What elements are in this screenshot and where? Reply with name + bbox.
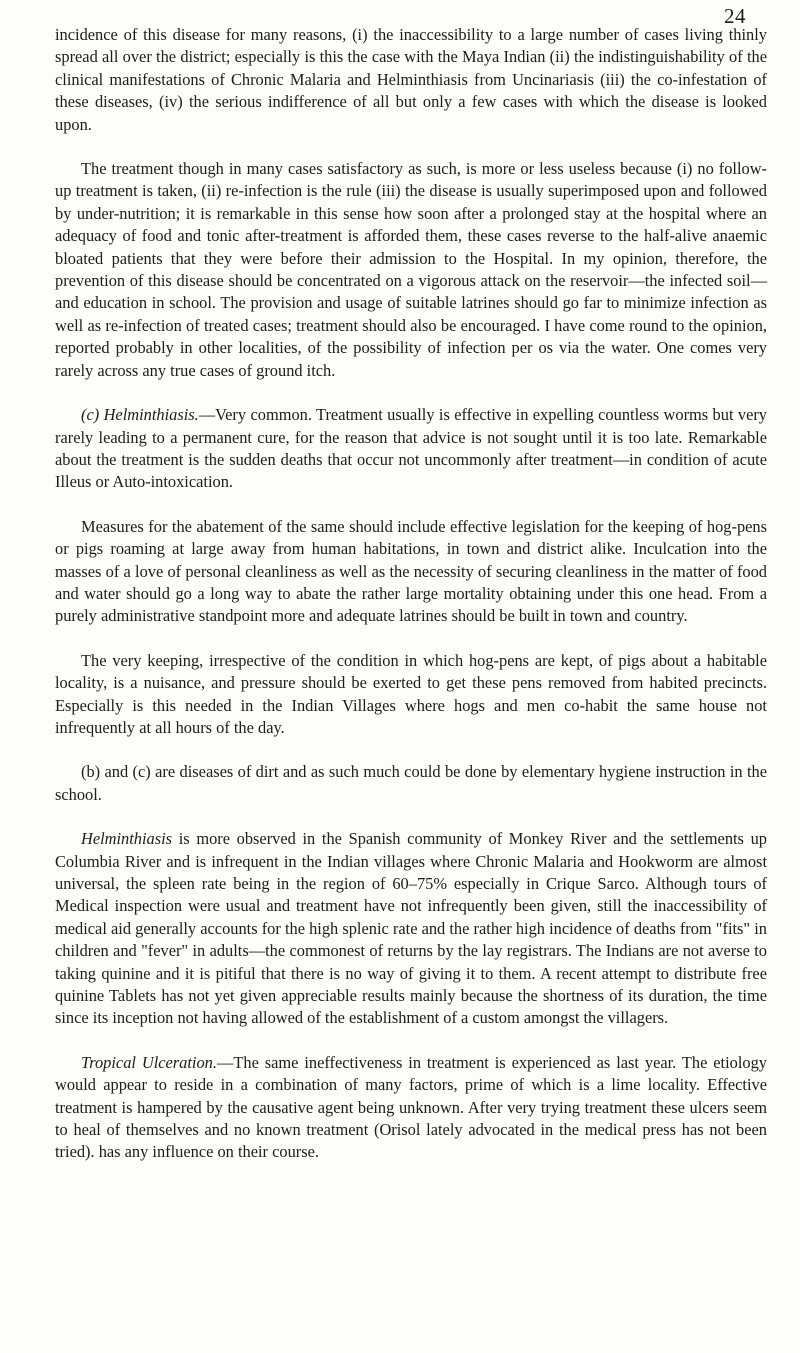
paragraph-hookworm-reasons — [55, 24, 767, 136]
section-heading: Tropical Ulceration. — [81, 1052, 217, 1072]
paragraph-diseases-of-dirt — [55, 761, 767, 806]
paragraph-tropical-ulceration — [55, 1052, 767, 1164]
paragraph-hookworm-treatment — [55, 158, 767, 382]
paragraph-helminthiasis-communities — [55, 828, 767, 1030]
section-heading: (c) Helminthiasis. — [81, 405, 199, 425]
paragraph-text: The very keeping, irrespective of the condition in which hog-pens are kept, of pigs about a habitable locality, is a nuisance, and pressure should be exerted to get these pens removed from habited precincts. Especially is this needed in the Indian Villages where hogs and men co-habit the same house not infrequently at all hours of the day. — [55, 650, 767, 737]
paragraph-text: incidence of this disease for many reasons, (i) the inaccessibility to a large number of cases living thinly spread all over the district; especially is this the case with the Maya Indian (ii) the indistinguishability of the clinical manifestations of Chronic Malaria and Helminthiasis from Uncinariasis (iii) the co-infestation of these diseases, (iv) the serious indifference of all but only a few cases with which the disease is looked upon. — [55, 25, 767, 134]
paragraph-text: (b) and (c) are diseases of dirt and as such much could be done by elementary hygiene instruction in the school. — [55, 762, 767, 804]
paragraph-text: —Very common. Treatment usually is effective in expelling countless worms but very rarely leading to a permanent cure, for the reason that advice is not sought until it is too late. Remarkable about the treatment is the sudden deaths that occur not uncommonly after treatment—in condition of acute Illeus or Auto-intoxication. — [55, 405, 768, 492]
section-heading: Helminthiasis — [81, 829, 173, 849]
paragraph-text: is more observed in the Spanish community of Monkey River and the settlements up Columbia River and is infrequent in the Indian villages where Chronic Malaria and Hookworm are almost universal, the spleen rate being in the region of 60–75% especially in Crique Sarco. Although tours of Medical inspection were usual and treatment have not infrequently been given, still the inaccessibility of medical aid generally accounts for the high splenic rate and the rather high incidence of deaths from "fits" in children and "fever" in adults—the commonest of returns by the lay registrars. The Indians are not averse to taking quinine and it is pitiful that there is no way of giving it to them. A recent attempt to distribute free quinine Tablets has not yet given appreciable results mainly because the shortness of its duration, the time since its inception not having allowed of the establishment of a custom amongst the villagers. — [55, 829, 767, 1028]
paragraph-hog-pens — [55, 650, 767, 740]
paragraph-text: —The same ineffectiveness in treatment is experienced as last year. The etiology would appear to reside in a combination of many factors, prime of which is a lime locality. Effective treatment is hampered by the causative agent being unknown. After very trying treatment these ulcers seem to heal of themselves and no known treatment (Orisol lately advocated in the medical press has not been tried). has any influence on their course. — [55, 1052, 767, 1162]
page-number: 24 — [724, 4, 746, 28]
paragraph-text: The treatment though in many cases satisfactory as such, is more or less useless because (i) no follow-up treatment is taken, (ii) re-infection is the rule (iii) the disease is usually superimposed upon and followed by under-nutrition; it is remarkable in this sense how soon after a prolonged stay at the hospital where an adequacy of food and tonic after-treatment is afforded them, these cases reverse to the half-alive anaemic bloated patients that they were before their admission to the Hospital. In my opinion, therefore, the prevention of this disease should be concentrated on a vigorous attack on the reservoir—the infected soil—and education in school. The provision and usage of suitable latrines should go far to minimize infection as well as re-infection of treated cases; treatment should also be encouraged. I have come round to the opinion, reported probably in other localities, of the possibility of infection per os via the water. One comes very rarely across any true cases of ground itch. — [55, 159, 767, 380]
paragraph-helminthiasis — [55, 404, 767, 494]
body-text — [55, 24, 767, 1186]
paragraph-text: Measures for the abatement of the same should include effective legislation for the keeping of hog-pens or pigs roaming at large away from human habitations, in town and district alike. Inculcation into the masses of a love of personal cleanliness as well as the necessity of securing cleanliness in the matter of food and water should go a long way to abate the rather large mortality obtaining under this one head. From a purely administrative standpoint more and adequate latrines should be built in town and country. — [55, 516, 767, 626]
paragraph-abatement-measures — [55, 516, 767, 628]
